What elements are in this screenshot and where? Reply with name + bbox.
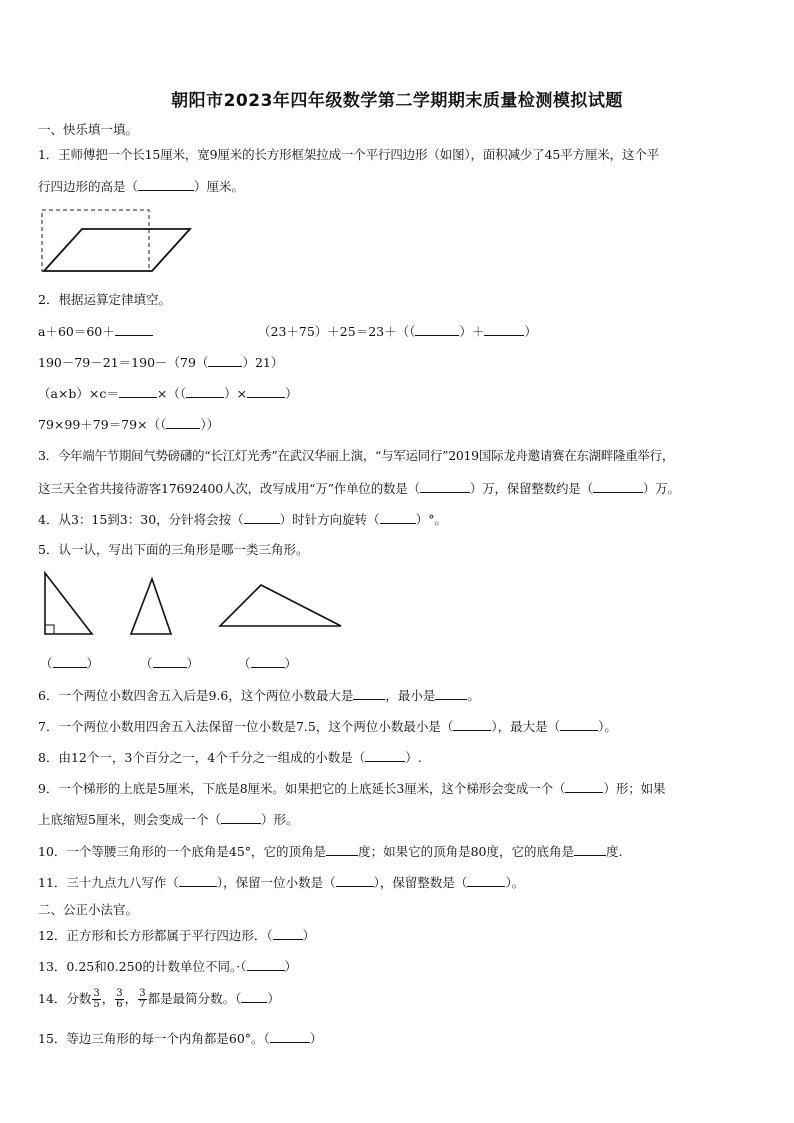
fraction <box>115 989 123 1010</box>
answer-blank[interactable] <box>380 511 416 524</box>
question-2-title: 2．根据运算定律填空。 <box>38 292 171 307</box>
answer-blank[interactable] <box>365 749 405 762</box>
question-7-text: ）。 <box>598 719 617 734</box>
question-2-row-4 <box>38 416 219 433</box>
answer-blank[interactable] <box>247 385 285 398</box>
question-4-text: 4．从3：15到3：30，分针将会按（ <box>38 512 244 527</box>
answer-blank[interactable] <box>565 780 603 793</box>
answer-blank[interactable] <box>336 874 374 887</box>
question-6-text: ，最小是 <box>385 688 436 703</box>
answer-blank[interactable] <box>574 843 606 856</box>
section-heading-fill-in: 一、快乐填一填。 <box>38 122 139 137</box>
question-10-text: 10．一个等腰三角形的一个底角是45°，它的顶角是 <box>38 844 327 859</box>
question-6-text: 。 <box>467 688 480 703</box>
parallelogram-shape <box>44 229 190 271</box>
question-1-suffix: ）厘米。 <box>194 179 245 194</box>
answer-blank[interactable] <box>435 687 467 700</box>
bracket-close: ） <box>86 656 100 671</box>
question-5-title: 5．认一认，写出下面的三角形是哪一类三角形。 <box>38 542 309 557</box>
question-7 <box>38 718 617 735</box>
answer-blank[interactable] <box>138 178 194 191</box>
question-2-expr: 79×99＋79＝79×（（ <box>38 417 167 432</box>
bracket-open: （ <box>40 656 53 671</box>
answer-blank[interactable] <box>353 687 385 700</box>
question-9-text: ）形。 <box>260 812 299 827</box>
question-2-expr: （a×b）×c＝ <box>38 386 119 401</box>
question-14-text: 都是最简分数。（ <box>147 991 242 1006</box>
question-13 <box>38 958 297 975</box>
question-4-text: ）时针方向旋转（ <box>279 512 380 527</box>
triangle-answer-1 <box>40 655 99 672</box>
question-9-text: 9．一个梯形的上底是5厘米，下底是8厘米。如果把它的上底延长3厘米，这个梯形会变成一个（ <box>38 781 566 796</box>
answer-blank[interactable] <box>119 385 157 398</box>
section-heading-true-false: 二、公正小法官。 <box>38 902 139 917</box>
question-4 <box>38 511 447 528</box>
answer-blank[interactable] <box>251 655 285 668</box>
triangle-answer-2 <box>140 655 199 672</box>
question-11-text: 11．三十九点九八写作（ <box>38 875 179 890</box>
answer-blank[interactable] <box>270 1030 310 1043</box>
question-15-text: 15．等边三角形的每一个内角都是60°。（ <box>38 1031 270 1046</box>
question-11 <box>38 874 524 891</box>
answer-blank[interactable] <box>247 958 285 971</box>
question-1-line-2 <box>38 178 244 195</box>
fraction-denominator: 7 <box>139 999 146 1010</box>
answer-blank[interactable] <box>326 843 358 856</box>
question-3-line-2 <box>38 480 680 497</box>
answer-blank[interactable] <box>179 874 217 887</box>
answer-blank[interactable] <box>484 323 524 336</box>
question-6-text: 6．一个两位小数四舍五入后是9.6，这个两位小数最大是 <box>38 688 354 703</box>
question-2-expr: ）21） <box>242 355 284 370</box>
answer-blank[interactable] <box>244 511 280 524</box>
question-3-text: ）万，保留整数约是（ <box>469 481 593 496</box>
question-12-text: 12．正方形和长方形都属于平行四边形．（ <box>38 928 273 943</box>
answer-blank[interactable] <box>453 718 491 731</box>
original-rectangle-dashed <box>42 210 149 271</box>
question-11-text: ），保留一位小数是（ <box>216 875 336 890</box>
question-15 <box>38 1030 322 1047</box>
answer-blank[interactable] <box>241 990 267 1003</box>
question-2-expr: ） <box>285 386 298 401</box>
question-1-line-1: 1．王师傅把一个长15厘米，宽9厘米的长方形框架拉成一个平行四边形（如图），面积减少了45平方厘米，这个平 <box>38 147 660 162</box>
question-2-row-1b <box>258 323 537 340</box>
answer-blank[interactable] <box>420 480 470 493</box>
question-6 <box>38 687 480 704</box>
question-9-line-2 <box>38 811 298 828</box>
question-13-text: 13．0.25和0.250的计数单位不同。·（ <box>38 959 247 974</box>
question-2-row-2 <box>38 354 283 371</box>
question-9-text: ）形；如果 <box>603 781 666 796</box>
answer-blank[interactable] <box>415 323 459 336</box>
question-10-text: 度. <box>605 844 623 859</box>
obtuse-triangle <box>220 585 341 626</box>
answer-blank[interactable] <box>560 718 598 731</box>
question-10-text: 度；如果它的顶角是80度，它的底角是 <box>358 844 574 859</box>
question-14-text: ） <box>267 991 280 1006</box>
triangle-answer-3 <box>238 655 297 672</box>
question-2-expr: ）＋ <box>459 324 485 339</box>
fraction-denominator: 6 <box>116 999 123 1010</box>
question-2-row-1a <box>38 323 153 340</box>
question-4-text: ）°。 <box>415 512 447 527</box>
question-8 <box>38 749 422 766</box>
question-15-text: ） <box>309 1031 323 1046</box>
question-14 <box>38 986 280 1012</box>
answer-blank[interactable] <box>221 811 261 824</box>
question-14-text: 14．分数 <box>38 991 92 1006</box>
question-2-expr: 190－79－21＝190－（79（ <box>38 355 209 370</box>
answer-blank[interactable] <box>153 655 187 668</box>
question-13-text: ） <box>284 959 298 974</box>
question-7-text: 7．一个两位小数用四舍五入法保留一位小数是7.5，这个两位小数最小是（ <box>38 719 454 734</box>
question-2-expr: ） <box>524 324 537 339</box>
fraction-denominator: 5 <box>93 999 100 1010</box>
question-2-expr: （23＋75）＋25＝23＋（（ <box>258 324 416 339</box>
question-9-text: 上底缩短5厘米，则会变成一个（ <box>38 812 221 827</box>
question-2-expr: ）× <box>224 386 248 401</box>
answer-blank[interactable] <box>467 874 505 887</box>
bracket-close: ） <box>284 656 298 671</box>
question-14-text: ， <box>124 991 138 1006</box>
answer-blank[interactable] <box>166 416 200 429</box>
question-11-text: ）。 <box>505 875 525 890</box>
question-2-expr: a＋60＝60＋ <box>38 324 115 339</box>
fraction-numerator: 3 <box>139 988 146 999</box>
question-2-row-3 <box>38 385 298 402</box>
question-1-prefix: 行四边形的高是（ <box>38 179 139 194</box>
question-7-text: ），最大是（ <box>491 719 561 734</box>
answer-blank[interactable] <box>273 927 303 940</box>
question-2-expr: ×（（ <box>156 386 187 401</box>
bracket-open: （ <box>140 656 153 671</box>
fraction-numerator: 3 <box>93 988 100 999</box>
parallelogram-figure <box>40 208 192 274</box>
triangles-figure <box>40 570 345 640</box>
question-10 <box>38 843 622 860</box>
question-2-expr: ）） <box>200 417 220 432</box>
answer-blank[interactable] <box>593 480 643 493</box>
answer-blank[interactable] <box>186 385 224 398</box>
question-12 <box>38 927 315 944</box>
fraction <box>92 989 100 1010</box>
question-9-line-1 <box>38 780 665 797</box>
question-8-text: 8．由12个一，3个百分之一，4个千分之一组成的小数是（ <box>38 750 366 765</box>
question-3-text: 这三天全省共接待游客17692400人次，改写成用“万”作单位的数是（ <box>38 481 420 496</box>
page-title: 朝阳市2023年四年级数学第二学期期末质量检测模拟试题 <box>171 91 623 111</box>
question-14-text: ， <box>101 991 115 1006</box>
answer-blank[interactable] <box>208 354 242 367</box>
answer-blank[interactable] <box>115 323 153 336</box>
bracket-open: （ <box>238 656 251 671</box>
fraction <box>138 989 146 1010</box>
question-3-line-1: 3．今年端午节期间气势磅礴的“长江灯光秀”在武汉华丽上演，“与军运同行”2019国际龙舟邀请赛在东湖畔隆重举行， <box>38 448 675 463</box>
right-angle-mark <box>45 625 54 634</box>
question-8-text: ）. <box>405 750 422 765</box>
answer-blank[interactable] <box>53 655 87 668</box>
question-12-text: ） <box>302 928 316 943</box>
fraction-numerator: 3 <box>116 988 123 999</box>
bracket-close: ） <box>186 656 200 671</box>
acute-triangle <box>131 579 171 634</box>
question-11-text: ），保留整数是（ <box>373 875 468 890</box>
question-3-text: ）万。 <box>642 481 680 496</box>
